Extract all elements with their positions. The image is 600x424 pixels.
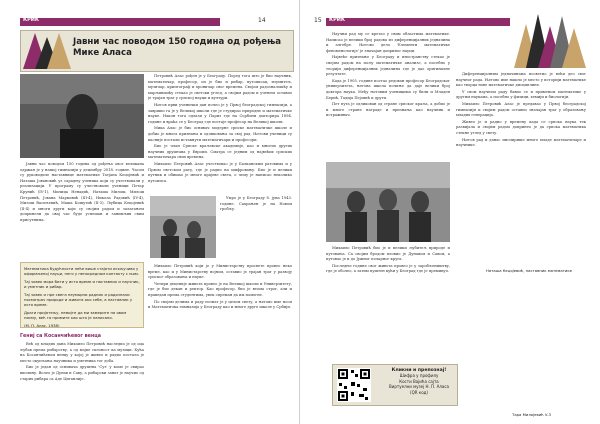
title-box bbox=[20, 30, 294, 72]
bottom-paragraph-2: Био је један од оснивача друштва 'Суз' у коме је свирао виолину. Волео је Дунав и Саву, а рибарски занат је научио од старих рибара са Аде Циганлије. bbox=[20, 365, 144, 381]
intro-text bbox=[20, 162, 144, 254]
r1-paragraph-4: Пет пута је одликован од стране српског краља, а добио је и многе стране награде и признања као научник и истраживач. bbox=[326, 102, 450, 118]
r2-paragraph-5: Његов рад и данас инспирише многе младе математичаре и научнике. bbox=[456, 137, 586, 148]
col2-lower-paragraph-1: Михаило Петровић који је у Министарству просвете провео неко време, као и у Министарству војном, оставио је трајан траг у развоју српског образовања и науке. bbox=[148, 264, 292, 280]
quote-source: (М. П. Алас, 1938) bbox=[24, 322, 60, 328]
header-label-right: КРИК bbox=[329, 17, 346, 23]
col2-lower-paragraph-2: Четири деценије живота провео је на Великој школи и Универзитету, где је био декан и ректор. Као професор, био је веома строг, али и праведан према студентима, увек спреман да им помогне. bbox=[148, 281, 292, 297]
intro-paragraph: Јавни час поводом 150 година од рођења овог великана одржан је у нашој гимназији у децембру 2018. године. Часом су руководиле наставнице математике Татјана Кецојевић и Наташа Јовановић уз сарадњу ученика који су учествовали у реализацији. У програму су учествовали ученици Петар Крунић (IV-1), Милица Ненадић, Наташа Милош, Милош Петровић, Јована Марковић (III-4), Никола Радовић (IV-4), Милош Васиљевић, Маша Кошутић (II-3), Љубица Кецојевић (II-4) и многи други који су својим радом и залагањем допринели да овај час буде успешан и занимљив свим присутнима. bbox=[20, 162, 144, 222]
col2-paragraph-6: Умро је у Београду 8. јуна 1943. године. Сахрањен је на Новом гробљу. bbox=[220, 196, 292, 212]
left-page-col2-bottom bbox=[148, 264, 292, 412]
col2-paragraph-2: Његов први ученички дан почео је у Првој београдској гимназији, а завршио га је у Великој школи где је студирао природне и математичке науке. Након тога одлази у Париз где на Сорбони докторира 1894. године и враћа се у Београд где постаје професор на Великој школи. bbox=[148, 102, 292, 124]
qr-line-1: Шифра у профилу bbox=[399, 373, 439, 379]
left-page-col2-top bbox=[148, 74, 292, 192]
r1-paragraph-6: Последње године свог живота провео је у заробљеништву, где је оболео, а затим пуштен кући у Београд где је преминуо. bbox=[326, 263, 450, 274]
left-page-col2-side bbox=[220, 196, 292, 258]
col2-lower-paragraph-3: По својим делима и раду познат је у целом свету, а његово име носи и Математичка гимназија у Београду као и многе друге школе у Србији. bbox=[148, 299, 292, 310]
qr-box bbox=[332, 364, 458, 406]
quote-line-4: Драги пријатељу, немојте да ми замерите на овом писму, већ га примите као што је написано. bbox=[24, 309, 127, 321]
col2-paragraph-3: Мика Алас је био оснивач модерне српске математичке школе и добио је многа признања и одликовања за свој рад. Његови ученици су касније постали истакнути математичари и професори. bbox=[148, 126, 292, 142]
r2-paragraph-4: Живео је и радио у времену када се српска наука тек развијала и својим радом допринео је да српска математика стекне углед у свету. bbox=[456, 119, 586, 135]
qr-line-2: Кости Вајића сајта bbox=[399, 378, 439, 384]
qr-title: Кликни и препознај! bbox=[391, 368, 447, 373]
col2-paragraph-4: Био је члан Српске краљевске академије, као и многих других научних друштава у Европи. Сматра се једним од највећих српских математичара свих времена. bbox=[148, 144, 292, 160]
header-bar-right bbox=[326, 18, 510, 26]
quote-line-3: Тај човек и пре свега неуморни радник и радознали посматрач природе и живота око себе, а наставник у исто време. bbox=[24, 291, 133, 308]
r1-paragraph-1: Научни рад му се кретао у свим областима математике. Написао је велики број радова из диференцијалних једначина и алгебре. Његово дело 'Елементи математичке феноменологије' је значајан допринос науци. bbox=[326, 32, 450, 53]
qr-text bbox=[385, 368, 453, 395]
r1-paragraph-5: Михаило Петровић био је и велики љубитељ природе и путовања. Са својим бродом пловио је Дунавом и Савом, а путовао је и до Јужног поларног круга. bbox=[326, 246, 450, 262]
r1-paragraph-2: Највеће признање у Београду и иностранству стекао је својим радом на пољу математичке анализе, а посебно у теорији диференцијалних једначина где је дао оригиналне резултате. bbox=[326, 55, 450, 77]
r2-paragraph-2: У свом научном раду бавио се и применом математике у другим наукама, а посебно у физици, хемији и биологији. bbox=[456, 89, 586, 100]
right-col1-bottom bbox=[326, 246, 450, 358]
col2-paragraph-1: Петровић Алас рођен је у Београду. Поред тога што је био научник, математичар, професор, он је био и рибар, путописац, изумитељ, музичар, криптограф и хроничар свог времена. Својом радозналошћу и марљивошћу стекао је светски углед, а својим радом и учењем оставио је трајан траг у српској науци и култури. bbox=[148, 74, 292, 101]
portrait-photo bbox=[20, 74, 144, 158]
bottom-left-text bbox=[20, 342, 144, 412]
pull-quote-box bbox=[20, 262, 144, 328]
r2-paragraph-1: Диференцијалним једначинама посветио је већи део свог научног рада. Његово име нашло је место у историји математике као творца нове математичке дисциплине. bbox=[456, 72, 586, 88]
right-page bbox=[300, 0, 600, 424]
triangle-decoration-right bbox=[514, 14, 586, 68]
qr-code-icon[interactable] bbox=[337, 368, 371, 402]
group-image bbox=[150, 196, 216, 258]
qr-line-3: Виртуелни музеј Н. П. Аласа (QR код) bbox=[389, 384, 449, 395]
subheading: Гениј са Косанчићевог венца bbox=[20, 334, 101, 339]
page-number-left: 14 bbox=[258, 17, 266, 24]
header-label-left: КРИК bbox=[23, 17, 40, 23]
classroom-image bbox=[326, 162, 450, 242]
author-signature: Наташа Кецојевић, наставник математике bbox=[486, 268, 573, 273]
r2-paragraph-3: Михаило Петровић Алас је предавао у Првој београдској гимназији и својим радом оставио значајан траг у образовању младих генерација. bbox=[456, 101, 586, 118]
quote-line-1: Математика будућности неће више стајати искључиво у оформљеној науци, него у непосредном контакту с њом. bbox=[24, 266, 139, 277]
triangle-decoration bbox=[23, 33, 71, 69]
r1-paragraph-3: Када је 1905. године постао редован професор Београдског универзитета, његова школа почиње да даје велики број доктора наука. Међу његовим ученицима су били и Младен Берић, Тадија Пејовић и други. bbox=[326, 78, 450, 100]
col2-paragraph-5: Михаило Петровић Алас учествовао је у Балканским ратовима и у Првом светском рату, где је радио на шифровању. Био је и велики путник и обишао је многе крајеве света, о чему је написао неколико путописа. bbox=[148, 161, 292, 183]
classroom-photo bbox=[326, 162, 450, 242]
right-col1-top bbox=[326, 32, 450, 158]
quote-line-2: Тај човек мора бити у исто време и наставник и научник, и уметник и рибар. bbox=[24, 278, 140, 290]
group-photo bbox=[150, 196, 216, 258]
article-title: Јавни час поводом 150 година од рођења Мике Аласа bbox=[73, 37, 282, 58]
header-bar-left bbox=[20, 18, 220, 26]
right-col2 bbox=[456, 72, 586, 262]
student-author: Тара Милојевић V-3 bbox=[512, 412, 552, 417]
portrait-image bbox=[20, 74, 144, 158]
bottom-paragraph-1: Већ од младих дана Михаило Петровић наследио је од оца љубав према рибарству, а од мајке склоност ка музици. Кућа на Косанчићевом венцу у којој је живео и радио постала је место окупљања научника и уметника тог доба. bbox=[20, 342, 144, 363]
page-number-right: 15 bbox=[314, 17, 322, 24]
